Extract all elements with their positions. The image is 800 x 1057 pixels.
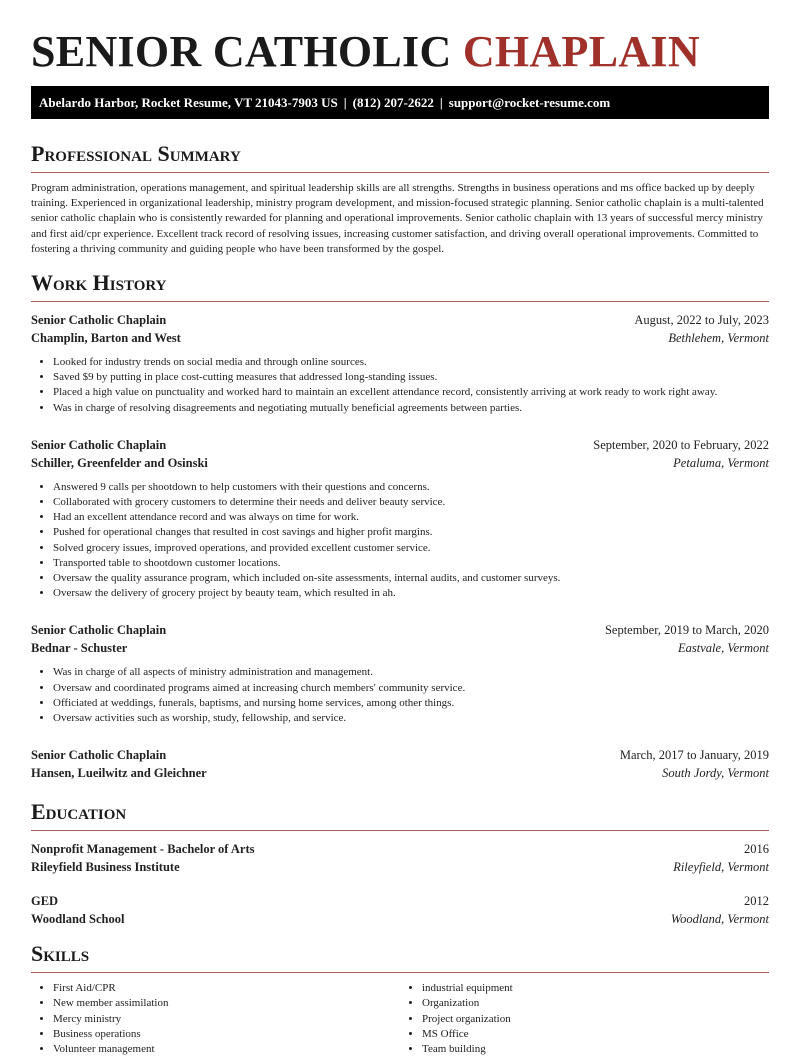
job-entry [31,436,769,602]
job-location: South Jordy, Vermont [662,766,769,781]
skill-item: • Mercy ministry [53,1012,400,1027]
skill-item: • First Aid/CPR [53,981,400,996]
education-list [31,840,769,928]
contact-bar [31,86,769,119]
title-main: SENIOR CATHOLIC [31,27,452,76]
title-accent: CHAPLAIN [462,27,700,76]
email-link[interactable]: support@rocket-resume.com [448,95,611,110]
job-bullet: • Was in charge of all aspects of ministry administration and management. [53,665,769,680]
job-dates: August, 2022 to July, 2023 [634,313,769,328]
job-entry [31,746,769,790]
job-location: Eastvale, Vermont [678,641,769,656]
job-dates: March, 2017 to January, 2019 [619,748,769,763]
skill-item: • Volunteer management [53,1042,400,1057]
address: Abelardo Harbor, Rocket Resume, VT 21043-7903 US [39,95,338,110]
edu-year: 2012 [744,894,769,909]
summary-text: Program administration, operations management, and spiritual leadership skills are all strengths. Strengths in business operations and ms office backed up by deeply training. Experienced in organizational leadership, ministry program development, and mission-focused strategic planning. Senior catholic chaplain is a multi-talented senior catholic chaplain who is consistently rewarded for planning and operational improvements. Senior catholic chaplain with 13 years of successful mercy ministry and first aid/cpr experience. Excellent track record of resolving issues, increasing customer satisfaction, and driving overall operational improvements. Committed to fostering a thriving community and guiding people who have been transformed by the gospel. [31,182,764,255]
summary-heading: Professional Summary [31,140,769,173]
job-dates: September, 2019 to March, 2020 [604,623,769,638]
job-bullet: • Placed a high value on punctuality and worked hard to maintain an excellent attendance record, consistently arriving at work ready to work right away. [53,385,769,400]
job-bullet: • Solved grocery issues, improved operations, and provided excellent customer service. [53,541,769,556]
job-bullet: • Transported table to shootdown customer locations. [53,556,769,571]
resume-title [31,26,700,77]
education-heading: Education [31,798,769,831]
company: Champlin, Barton and West [31,331,181,346]
job-bullet: • Had an excellent attendance record and was always on time for work. [53,510,769,525]
job-location: Petaluma, Vermont [673,455,769,470]
job-location: Bethlehem, Vermont [668,331,769,346]
job-bullet: • Officiated at weddings, funerals, baptisms, and nursing home services, among other things. [53,696,769,711]
job-bullet: • Pushed for operational changes that resulted in cost savings and higher profit margins. [53,525,769,540]
education-entry [31,840,769,876]
job-bullet: • Oversaw and coordinated programs aimed at increasing church members' community service. [53,681,769,696]
job-bullet: • Oversaw the quality assurance program, which included on-site assessments, internal audits, and customer surveys. [53,571,769,586]
skill-item: • Business operations [53,1027,400,1042]
skill-item: • MS Office [422,1027,769,1042]
school: Rileyfield Business Institute [31,860,180,875]
job-bullet: • Looked for industry trends on social media and through online sources. [53,355,769,370]
job-dates: September, 2020 to February, 2022 [593,437,769,452]
skill-item: • New member assimilation [53,996,400,1011]
job-entry [31,621,769,726]
skills-list [31,973,769,1057]
separator: | [343,95,347,110]
job-bullet: • Oversaw activities such as worship, study, fellowship, and service. [53,711,769,726]
job-title: Senior Catholic Chaplain [31,437,167,452]
skills-heading: Skills [31,940,769,973]
skill-item: • Team building [422,1042,769,1057]
job-bullet: • Answered 9 calls per shootdown to help customers with their questions and concerns. [53,480,769,495]
edu-location: Rileyfield, Vermont [673,860,769,875]
work-history [31,311,769,790]
skill-item: • industrial equipment [422,981,769,996]
separator: | [439,95,443,110]
job-title: Senior Catholic Chaplain [31,313,167,328]
skills-left [31,981,400,1057]
edu-year: 2016 [744,842,769,857]
job-title: Senior Catholic Chaplain [31,623,167,638]
job-bullet: • Collaborated with grocery customers to determine their needs and deliver beauty service. [53,495,769,510]
degree: GED [31,894,59,909]
company: Schiller, Greenfelder and Osinski [31,455,208,470]
company: Hansen, Lueilwitz and Gleichner [31,766,207,781]
education-entry [31,892,769,928]
job-bullet: • Saved $9 by putting in place cost-cutting measures that addressed long-standing issues. [53,370,769,385]
skills-right [400,981,769,1057]
degree: Nonprofit Management - Bachelor of Arts [31,842,255,857]
school: Woodland School [31,912,125,927]
job-bullet: • Was in charge of resolving disagreements and negotiating mutually beneficial agreements between parties. [53,401,769,416]
job-entry [31,311,769,416]
edu-location: Woodland, Vermont [670,912,769,927]
skill-item: • Project organization [422,1012,769,1027]
job-bullet: • Oversaw the delivery of grocery project by beauty team, which resulted in ah. [53,586,769,601]
company: Bednar - Schuster [31,641,128,656]
phone: (812) 207-2622 [352,95,434,110]
work-heading: Work History [31,269,769,302]
job-title: Senior Catholic Chaplain [31,748,167,763]
skill-item: • Organization [422,996,769,1011]
